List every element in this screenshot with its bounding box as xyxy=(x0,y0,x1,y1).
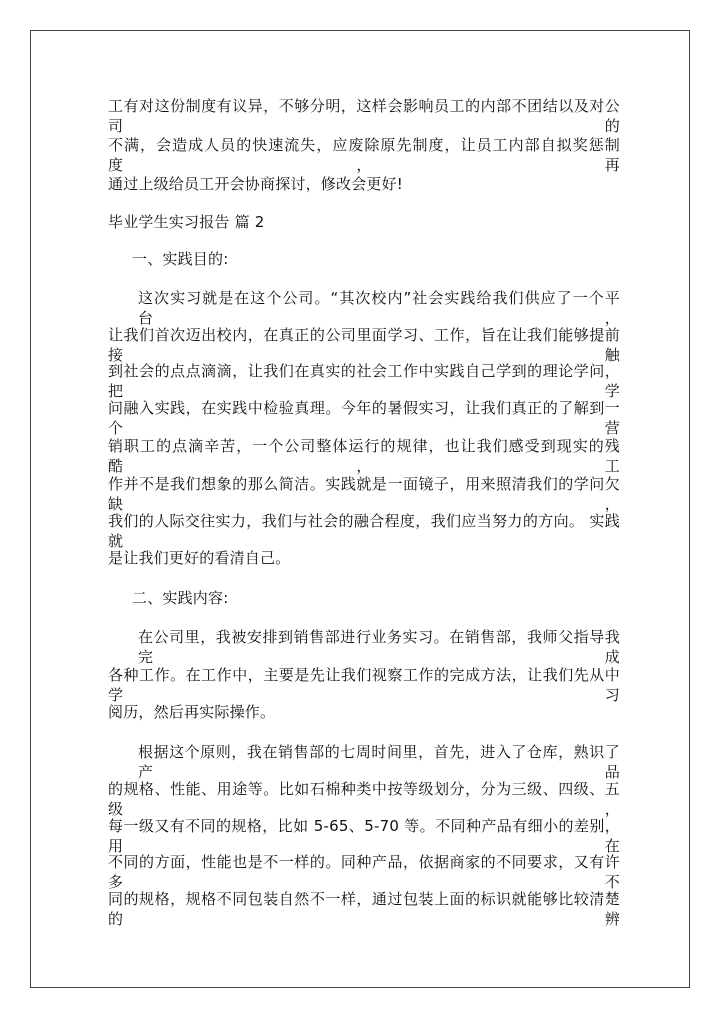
text-line: 在公司里，我被安排到销售部进行业务实习。在销售部，我师父指导我完成 xyxy=(138,628,620,666)
text-line: 每一级又有不同的规格，比如 5-65、5-70 等。不同种产品有细小的差别，用在 xyxy=(108,817,620,855)
text-line: 阅历，然后再实际操作。 xyxy=(108,703,276,721)
text-line: 问融入实践，在实践中检验真理。今年的暑假实习，让我们真正的了解到一个营 xyxy=(108,399,620,437)
text-line: 根据这个原则，我在销售部的七周时间里，首先，进入了仓库，熟识了产品 xyxy=(138,743,620,781)
section-subheading: 二、实践内容: xyxy=(132,589,229,607)
text-line: 各种工作。在工作中，主要是先让我们视察工作的完成方法，让我们先从中学习 xyxy=(108,666,620,704)
text-line: 是让我们更好的看清自己。 xyxy=(108,549,291,567)
text-line: 不满，会造成人员的快速流失，应废除原先制度，让员工内部自拟奖惩制度，再 xyxy=(108,136,620,174)
text-line: 通过上级给员工开会协商探讨，修改会更好! xyxy=(108,175,404,193)
text-line: 的规格、性能、用途等。比如石棉种类中按等级划分，分为三级、四级、五级， xyxy=(108,780,620,818)
text-line: 这次实习就是在这个公司。“其次校内”社会实践给我们供应了一个平台， xyxy=(138,289,620,327)
text-line: 让我们首次迈出校内，在真正的公司里面学习、工作，旨在让我们能够提前接触 xyxy=(108,326,620,364)
text-line: 到社会的点点滴滴，让我们在真实的社会工作中实践自己学到的理论学问，把学 xyxy=(108,362,620,400)
section-heading: 毕业学生实习报告 篇 2 xyxy=(108,213,265,231)
text-line: 不同的方面，性能也是不一样的。同种产品，依据商家的不同要求，又有许多不 xyxy=(108,853,620,891)
section-subheading: 一、实践目的: xyxy=(132,250,229,268)
text-line: 同的规格，规格不同包装自然不一样，通过包装上面的标识就能够比较清楚的辨 xyxy=(108,890,620,928)
text-line: 作并不是我们想象的那么简洁。实践就是一面镜子，用来照清我们的学问欠缺， xyxy=(108,475,620,513)
text-line: 工有对这份制度有议异，不够分明，这样会影响员工的内部不团结以及对公司的 xyxy=(108,97,620,135)
text-line: 销职工的点滴辛苦，一个公司整体运行的规律，也让我们感受到现实的残酷，工 xyxy=(108,437,620,475)
text-line: 我们的人际交往实力，我们与社会的融合程度，我们应当努力的方向。 实践就 xyxy=(108,512,620,550)
